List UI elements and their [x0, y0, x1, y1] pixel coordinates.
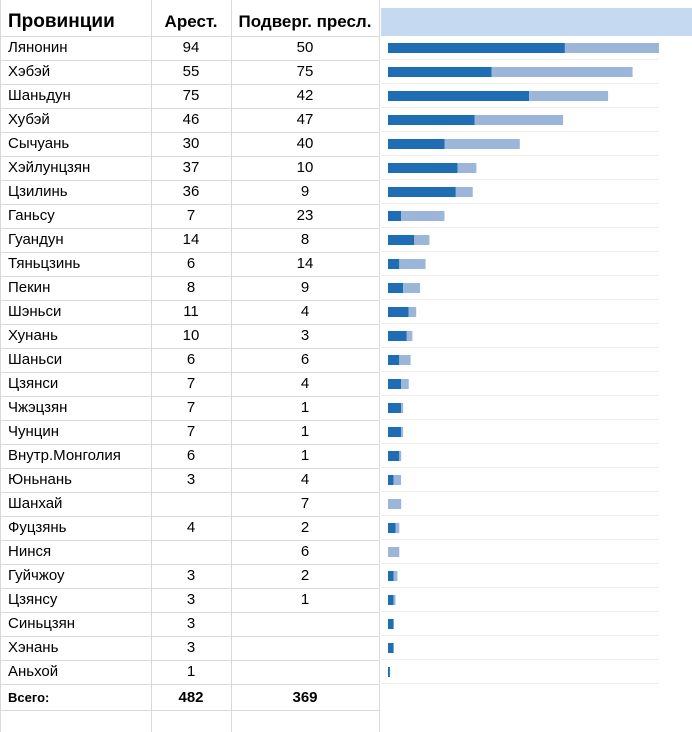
table-row — [0, 36, 380, 60]
bar-persecuted — [529, 91, 608, 101]
grid-line — [0, 684, 380, 685]
bar-arrest — [388, 379, 401, 389]
bar-persecuted — [409, 307, 417, 317]
bar-persecuted — [388, 547, 399, 557]
bar-arrest — [388, 595, 394, 605]
province-cell: Фуцзянь — [8, 519, 67, 536]
arrest-cell: 7 — [186, 375, 196, 392]
persecuted-cell: 47 — [296, 111, 314, 128]
bar-arrest — [388, 667, 390, 677]
bar-arrest — [388, 523, 396, 533]
bar-persecuted — [401, 427, 403, 437]
province-cell: Юньнань — [8, 471, 72, 488]
province-cell: Чунцин — [8, 423, 60, 440]
province-cell: Шэньси — [8, 303, 62, 320]
bar-arrest — [388, 283, 403, 293]
grid-line — [0, 636, 380, 637]
bar-arrest — [388, 259, 399, 269]
arrest-cell: 3 — [186, 591, 196, 608]
persecuted-cell: 1 — [300, 447, 310, 464]
arrest-cell: 1 — [186, 663, 196, 680]
province-cell: Шаньси — [8, 351, 63, 368]
bar-arrest — [388, 643, 394, 653]
grid-line — [0, 348, 380, 349]
table-row — [0, 564, 380, 588]
arrest-cell — [152, 540, 230, 564]
bar-arrest — [388, 235, 414, 245]
table-row — [0, 180, 380, 204]
arrest-cell: 10 — [182, 327, 200, 344]
arrest-cell: 7 — [186, 207, 196, 224]
bar-arrest — [388, 331, 407, 341]
persecuted-cell: 2 — [300, 519, 310, 536]
grid-line — [0, 710, 380, 711]
total-label: Всего: — [8, 690, 50, 705]
persecuted-cell: 9 — [300, 183, 310, 200]
bar-persecuted — [414, 235, 429, 245]
arrest-cell: 6 — [186, 255, 196, 272]
stacked-bar-chart — [381, 36, 692, 702]
province-cell: Хубэй — [8, 111, 50, 128]
bar-arrest — [388, 571, 394, 581]
persecuted-cell: 1 — [300, 423, 310, 440]
arrest-cell: 94 — [182, 39, 200, 56]
arrest-cell: 7 — [186, 423, 196, 440]
province-cell: Синьцзян — [8, 615, 76, 632]
province-cell: Цзилинь — [8, 183, 68, 200]
grid-line — [0, 156, 380, 157]
bar-arrest — [388, 67, 492, 77]
persecuted-cell — [232, 636, 378, 660]
bar-persecuted — [399, 259, 425, 269]
table-row — [0, 444, 380, 468]
grid-line — [0, 132, 380, 133]
bar-arrest — [388, 427, 401, 437]
grid-line — [0, 108, 380, 109]
arrest-cell: 8 — [186, 279, 196, 296]
arrest-cell — [152, 492, 230, 516]
persecuted-cell: 4 — [300, 303, 310, 320]
table-row — [0, 84, 380, 108]
table-row — [0, 156, 380, 180]
table-row — [0, 228, 380, 252]
province-cell: Аньхой — [8, 663, 59, 680]
province-cell: Ганьсу — [8, 207, 55, 224]
bar-arrest — [388, 451, 399, 461]
persecuted-cell: 2 — [300, 567, 310, 584]
persecuted-cell: 6 — [300, 543, 310, 560]
persecuted-cell: 42 — [296, 87, 314, 104]
bar-arrest — [388, 475, 394, 485]
grid-line — [0, 612, 380, 613]
bar-arrest — [388, 619, 394, 629]
arrest-cell: 6 — [186, 447, 196, 464]
bar-persecuted — [403, 283, 420, 293]
arrest-cell: 37 — [182, 159, 200, 176]
persecuted-cell: 75 — [296, 63, 314, 80]
arrest-cell: 46 — [182, 111, 200, 128]
header-arrest: Арест. — [164, 12, 218, 31]
bar-persecuted — [399, 355, 410, 365]
arrest-cell: 3 — [186, 615, 196, 632]
table-row — [0, 396, 380, 420]
province-cell: Нинся — [8, 543, 52, 560]
province-cell: Гуандун — [8, 231, 64, 248]
grid-line — [0, 324, 380, 325]
province-cell: Шаньдун — [8, 87, 71, 104]
grid-line — [0, 420, 380, 421]
province-cell: Тяньцзинь — [8, 255, 81, 272]
province-cell: Хэбэй — [8, 63, 51, 80]
province-cell: Хэнань — [8, 639, 59, 656]
persecuted-cell: 50 — [296, 39, 314, 56]
table-row — [0, 492, 380, 516]
arrest-cell: 3 — [186, 639, 196, 656]
grid-line — [0, 660, 380, 661]
grid-line — [0, 204, 380, 205]
persecuted-cell: 40 — [296, 135, 314, 152]
total-row — [0, 686, 380, 710]
grid-line — [0, 36, 380, 37]
grid-line — [0, 180, 380, 181]
arrest-cell: 7 — [186, 399, 196, 416]
grid-line — [0, 396, 380, 397]
persecuted-cell: 10 — [296, 159, 314, 176]
table-row — [0, 132, 380, 156]
bar-arrest — [388, 139, 445, 149]
bar-persecuted — [394, 595, 396, 605]
bar-persecuted — [388, 499, 401, 509]
persecuted-cell: 3 — [300, 327, 310, 344]
table-row — [0, 324, 380, 348]
header-persecuted: Подверг. пресл. — [238, 12, 372, 31]
grid-line — [0, 588, 380, 589]
grid-line — [0, 372, 380, 373]
table-row — [0, 276, 380, 300]
chart-header-band — [381, 8, 692, 36]
arrest-cell: 36 — [182, 183, 200, 200]
table-row — [0, 348, 380, 372]
table-row — [0, 612, 380, 636]
table-row — [0, 300, 380, 324]
header-province: Провинции — [8, 11, 115, 32]
grid-line — [0, 276, 380, 277]
grid-line — [0, 300, 380, 301]
bar-persecuted — [394, 571, 398, 581]
province-cell: Цзянсу — [8, 591, 58, 608]
province-cell: Чжэцзян — [8, 399, 68, 416]
bar-persecuted — [492, 67, 633, 77]
persecuted-cell: 8 — [300, 231, 310, 248]
grid-line — [0, 492, 380, 493]
bar-persecuted — [458, 163, 477, 173]
arrest-cell: 11 — [183, 303, 199, 320]
grid-line — [0, 228, 380, 229]
table-row — [0, 108, 380, 132]
province-cell: Лянонин — [8, 39, 68, 56]
bar-persecuted — [456, 187, 473, 197]
persecuted-cell: 7 — [300, 495, 310, 512]
arrest-cell: 55 — [182, 63, 200, 80]
table-row — [0, 372, 380, 396]
arrest-cell: 6 — [186, 351, 196, 368]
grid-line — [0, 444, 380, 445]
grid-line — [0, 564, 380, 565]
grid-line — [0, 60, 380, 61]
chart-area — [381, 8, 692, 702]
bar-persecuted — [407, 331, 413, 341]
persecuted-cell: 1 — [300, 591, 310, 608]
persecuted-cell: 1 — [300, 399, 310, 416]
persecuted-cell: 9 — [300, 279, 310, 296]
total-persecuted: 369 — [292, 689, 318, 706]
bar-arrest — [388, 403, 401, 413]
bar-persecuted — [401, 379, 409, 389]
arrest-cell: 4 — [186, 519, 196, 536]
table-row — [0, 420, 380, 444]
bar-arrest — [388, 355, 399, 365]
persecuted-cell — [232, 660, 378, 684]
table-header — [0, 8, 380, 36]
province-cell: Хэйлунцзян — [8, 159, 91, 176]
bar-arrest — [388, 187, 456, 197]
total-arrest: 482 — [178, 689, 204, 706]
bar-persecuted — [401, 403, 403, 413]
grid-line — [0, 516, 380, 517]
table-row — [0, 468, 380, 492]
table-row — [0, 588, 380, 612]
table-row — [0, 60, 380, 84]
province-cell: Сычуань — [8, 135, 70, 152]
arrest-cell: 75 — [182, 87, 200, 104]
bar-persecuted — [565, 43, 659, 53]
bar-arrest — [388, 91, 529, 101]
province-cell: Пекин — [8, 279, 51, 296]
grid-line — [0, 252, 380, 253]
persecuted-cell: 4 — [300, 375, 310, 392]
table-row — [0, 660, 380, 684]
table-row — [0, 636, 380, 660]
arrest-cell: 30 — [182, 135, 200, 152]
table-row — [0, 204, 380, 228]
bar-persecuted — [399, 451, 401, 461]
province-cell: Хунань — [8, 327, 58, 344]
bar-arrest — [388, 43, 565, 53]
grid-line — [0, 540, 380, 541]
bar-persecuted — [445, 139, 520, 149]
arrest-cell: 3 — [186, 471, 196, 488]
bar-persecuted — [394, 475, 402, 485]
bar-persecuted — [475, 115, 563, 125]
table-row — [0, 516, 380, 540]
table-row — [0, 540, 380, 564]
bar-arrest — [388, 115, 475, 125]
province-cell: Гуйчжоу — [8, 567, 65, 584]
province-cell: Шанхай — [8, 495, 63, 512]
bar-persecuted — [401, 211, 444, 221]
bar-arrest — [388, 307, 409, 317]
bar-persecuted — [396, 523, 400, 533]
persecuted-cell: 6 — [300, 351, 310, 368]
persecuted-cell: 23 — [296, 207, 314, 224]
province-cell: Внутр.Монголия — [8, 447, 121, 464]
bar-arrest — [388, 163, 458, 173]
table-row — [0, 252, 380, 276]
persecuted-cell: 4 — [300, 471, 310, 488]
persecuted-cell: 14 — [296, 255, 314, 272]
grid-line — [0, 468, 380, 469]
province-cell: Цзянси — [8, 375, 59, 392]
arrest-cell: 3 — [186, 567, 196, 584]
bar-arrest — [388, 211, 401, 221]
arrest-cell: 14 — [182, 231, 200, 248]
grid-line — [0, 84, 380, 85]
persecuted-cell — [232, 612, 378, 636]
